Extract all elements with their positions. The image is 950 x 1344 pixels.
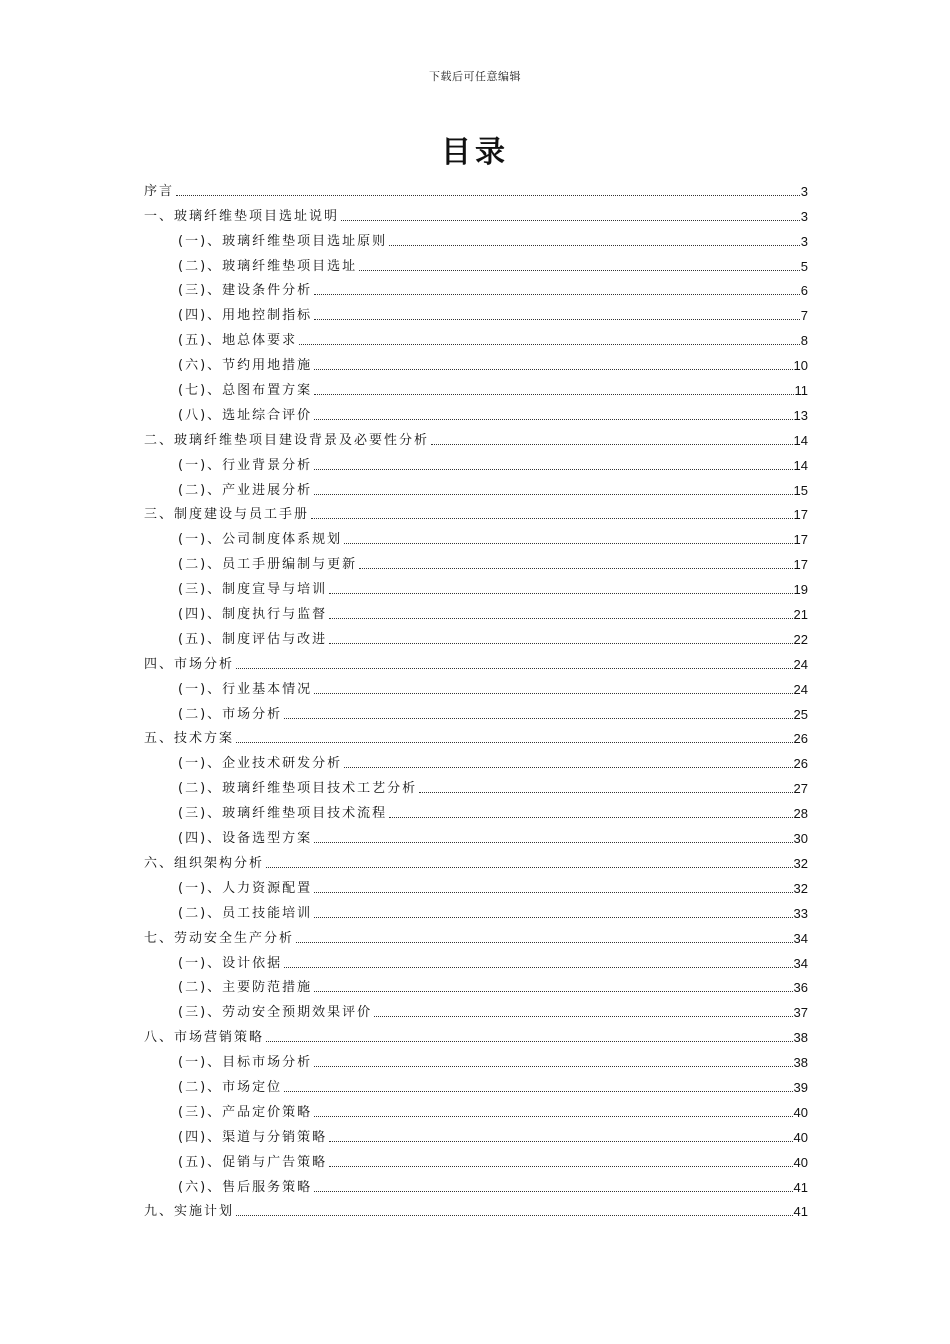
page-header: 下载后可任意编辑 [429,70,521,83]
toc-entry-page-number: 34 [793,930,808,946]
dot-leader [314,394,793,395]
toc-entry-title: (七)、总图布置方案 [178,383,313,399]
toc-entry[interactable] [144,622,808,647]
toc-entry-title: (四)、渠道与分销策略 [178,1129,328,1145]
toc-entry-title: (二)、玻璃纤维垫项目选址 [178,258,358,274]
table-of-contents [144,174,808,1219]
dot-leader [314,1191,792,1192]
toc-entry-page-number: 32 [793,855,808,871]
toc-entry-page-number: 3 [800,233,808,249]
toc-entry-title: 七、劳动安全生产分析 [144,930,295,946]
dot-leader [311,518,793,519]
dot-leader [314,842,792,843]
toc-entry-title: (二)、产业进展分析 [178,482,313,498]
dot-leader [236,1215,793,1216]
toc-entry-page-number: 10 [793,358,808,374]
toc-entry-title: (四)、设备选型方案 [178,831,313,847]
dot-leader [374,1016,792,1017]
toc-entry[interactable] [144,348,808,373]
toc-entry-title: 四、市场分析 [144,656,235,672]
dot-leader [314,1066,792,1067]
toc-entry-title: (一)、玻璃纤维垫项目选址原则 [178,233,388,249]
dot-leader [299,344,800,345]
toc-entry-title: (一)、人力资源配置 [178,880,313,896]
toc-entry-title: (五)、地总体要求 [178,333,298,349]
toc-entry[interactable] [144,249,808,274]
toc-entry-page-number: 25 [793,706,808,722]
toc-entry[interactable] [144,1195,808,1220]
toc-entry-page-number: 38 [793,1030,808,1046]
toc-entry-page-number: 40 [793,1154,808,1170]
toc-entry[interactable] [144,298,808,323]
toc-entry-title: (六)、售后服务策略 [178,1179,313,1195]
toc-entry-title: (一)、行业背景分析 [178,457,313,473]
toc-entry-page-number: 34 [793,955,808,971]
toc-entry[interactable] [144,572,808,597]
dot-leader [341,220,800,221]
toc-entry[interactable] [144,522,808,547]
dot-leader [284,967,792,968]
dot-leader [314,892,792,893]
toc-entry-title: (二)、员工技能培训 [178,905,313,921]
toc-entry-page-number: 32 [793,880,808,896]
toc-entry[interactable] [144,1120,808,1145]
toc-entry-page-number: 41 [793,1204,808,1220]
toc-entry-page-number: 17 [793,557,808,573]
toc-entry[interactable] [144,547,808,572]
toc-entry-title: 九、实施计划 [144,1204,235,1220]
toc-entry[interactable] [144,771,808,796]
toc-entry-page-number: 37 [793,1005,808,1021]
toc-entry-page-number: 27 [793,781,808,797]
toc-entry[interactable] [144,846,808,871]
toc-entry[interactable] [144,697,808,722]
toc-entry[interactable] [144,597,808,622]
toc-entry-title: 五、技术方案 [144,731,235,747]
toc-entry[interactable] [144,672,808,697]
toc-entry-title: (八)、选址综合评价 [178,407,313,423]
toc-entry-page-number: 11 [794,383,808,399]
dot-leader [329,643,792,644]
dot-leader [284,1091,792,1092]
toc-entry[interactable] [144,498,808,523]
toc-entry[interactable] [144,995,808,1020]
dot-leader [314,319,800,320]
dot-leader [389,245,800,246]
dot-leader [236,668,793,669]
toc-entry-title: (二)、市场定位 [178,1079,283,1095]
toc-entry-title: (四)、制度执行与监督 [178,607,328,623]
page-title: 目录 [441,135,509,170]
toc-entry[interactable] [144,199,808,224]
toc-entry-page-number: 39 [793,1079,808,1095]
toc-entry[interactable] [144,921,808,946]
toc-entry-page-number: 40 [793,1129,808,1145]
toc-entry-title: (二)、主要防范措施 [178,980,313,996]
toc-entry-title: (一)、行业基本情况 [178,681,313,697]
toc-entry-page-number: 22 [793,631,808,647]
toc-entry-title: 六、组织架构分析 [144,855,265,871]
toc-entry-page-number: 3 [800,183,808,199]
toc-entry[interactable] [144,647,808,672]
dot-leader [314,1116,792,1117]
toc-entry[interactable] [144,1095,808,1120]
toc-entry[interactable] [144,1020,808,1045]
toc-entry-page-number: 14 [793,457,808,473]
toc-entry[interactable] [144,971,808,996]
toc-entry-title: (二)、员工手册编制与更新 [178,557,358,573]
toc-entry-title: (三)、劳动安全预期效果评价 [178,1005,373,1021]
toc-entry[interactable] [144,373,808,398]
toc-entry-page-number: 15 [793,482,808,498]
toc-entry-page-number: 36 [793,980,808,996]
dot-leader [296,942,793,943]
toc-entry-title: (一)、目标市场分析 [178,1055,313,1071]
toc-entry[interactable] [144,473,808,498]
toc-entry[interactable] [144,274,808,299]
dot-leader [314,991,792,992]
dot-leader [359,270,800,271]
dot-leader [344,767,792,768]
toc-entry-title: (二)、玻璃纤维垫项目技术工艺分析 [178,781,418,797]
toc-entry-title: 序言 [144,183,175,199]
dot-leader [314,294,800,295]
toc-entry-page-number: 19 [793,582,808,598]
toc-entry-page-number: 24 [793,656,808,672]
toc-entry-page-number: 14 [793,432,808,448]
dot-leader [329,1166,792,1167]
dot-leader [236,742,793,743]
toc-entry[interactable] [144,1170,808,1195]
toc-entry-title: (一)、企业技术研发分析 [178,756,343,772]
toc-entry-title: (一)、设计依据 [178,955,283,971]
toc-entry[interactable] [144,896,808,921]
toc-entry[interactable] [144,323,808,348]
toc-entry[interactable] [144,946,808,971]
dot-leader [314,469,792,470]
toc-entry[interactable] [144,423,808,448]
toc-entry-page-number: 17 [793,532,808,548]
toc-entry-title: (二)、市场分析 [178,706,283,722]
dot-leader [266,867,793,868]
toc-entry-title: (四)、用地控制指标 [178,308,313,324]
toc-entry-title: 一、玻璃纤维垫项目选址说明 [144,208,340,224]
toc-entry[interactable] [144,448,808,473]
dot-leader [389,817,792,818]
toc-entry-page-number: 21 [793,607,808,623]
toc-entry-title: (一)、公司制度体系规划 [178,532,343,548]
toc-entry[interactable] [144,722,808,747]
toc-entry-page-number: 17 [793,507,808,523]
toc-entry[interactable] [144,174,808,199]
toc-entry[interactable] [144,871,808,896]
toc-entry-page-number: 26 [793,756,808,772]
toc-entry[interactable] [144,821,808,846]
toc-entry-page-number: 5 [800,258,808,274]
toc-entry-title: (三)、产品定价策略 [178,1104,313,1120]
toc-entry-title: (五)、促销与广告策略 [178,1154,328,1170]
toc-entry-page-number: 28 [793,806,808,822]
toc-entry-title: (三)、制度宣导与培训 [178,582,328,598]
toc-entry[interactable] [144,1045,808,1070]
toc-entry[interactable] [144,796,808,821]
dot-leader [314,369,792,370]
dot-leader [176,195,800,196]
toc-entry-page-number: 30 [793,831,808,847]
toc-entry-page-number: 26 [793,731,808,747]
toc-entry-title: (三)、玻璃纤维垫项目技术流程 [178,806,388,822]
dot-leader [329,1141,792,1142]
toc-entry-title: 八、市场营销策略 [144,1030,265,1046]
toc-entry-title: (五)、制度评估与改进 [178,631,328,647]
dot-leader [266,1041,793,1042]
toc-entry[interactable] [144,398,808,423]
dot-leader [314,917,792,918]
toc-entry-page-number: 7 [800,308,808,324]
toc-entry-page-number: 41 [793,1179,808,1195]
toc-entry-title: (三)、建设条件分析 [178,283,313,299]
toc-entry-page-number: 33 [793,905,808,921]
toc-entry-page-number: 38 [793,1055,808,1071]
toc-entry-title: 三、制度建设与员工手册 [144,507,310,523]
toc-entry-page-number: 6 [800,283,808,299]
dot-leader [314,693,792,694]
dot-leader [314,419,792,420]
dot-leader [419,792,792,793]
dot-leader [344,543,792,544]
toc-entry-title: 二、玻璃纤维垫项目建设背景及必要性分析 [144,432,430,448]
toc-entry-page-number: 13 [793,407,808,423]
toc-entry-page-number: 8 [800,333,808,349]
dot-leader [284,718,792,719]
dot-leader [314,494,792,495]
toc-entry-page-number: 3 [800,208,808,224]
dot-leader [329,593,792,594]
dot-leader [431,444,793,445]
toc-entry-page-number: 40 [793,1104,808,1120]
dot-leader [329,618,792,619]
toc-entry[interactable] [144,1070,808,1095]
dot-leader [359,568,792,569]
toc-entry-page-number: 24 [793,681,808,697]
toc-entry[interactable] [144,224,808,249]
toc-entry[interactable] [144,1145,808,1170]
toc-entry[interactable] [144,746,808,771]
toc-entry-title: (六)、节约用地措施 [178,358,313,374]
